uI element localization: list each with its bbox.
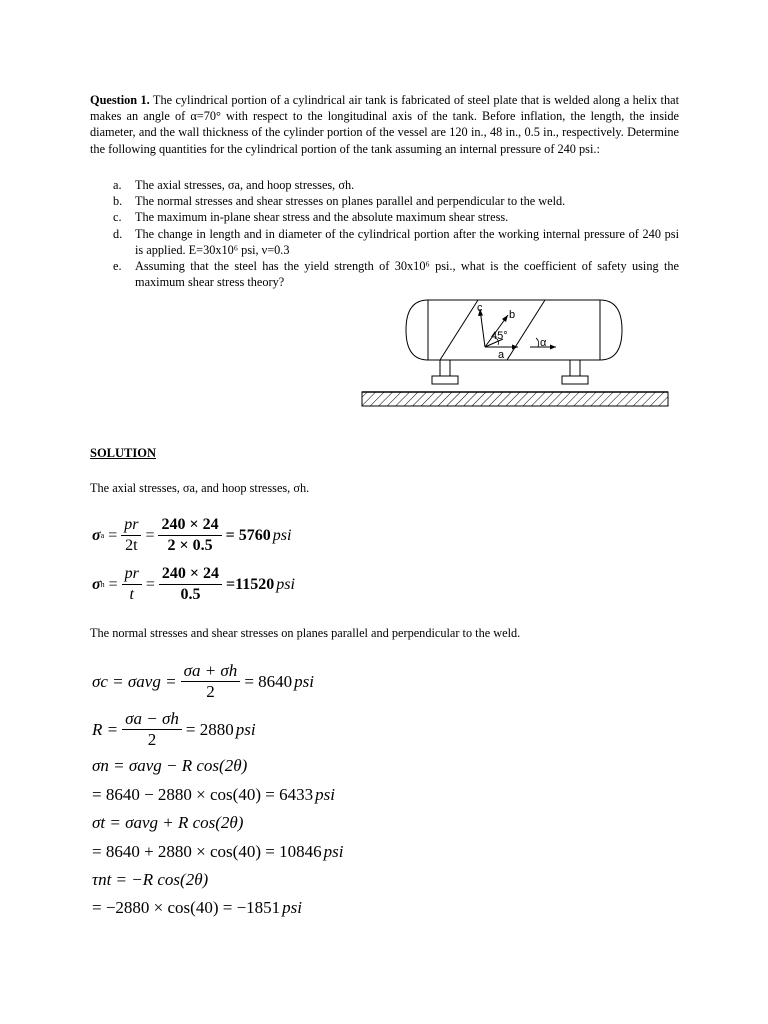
- weld-line: [440, 300, 478, 360]
- tank-diagram: [360, 297, 670, 412]
- equation-hoop-stress: σ h = $\frac{pr}{t}$ = $\frac{240 \times 24}{0.5}$ =11520 psi: [92, 565, 295, 603]
- equation-shear-stress: τnt = −R cos(2θ): [92, 870, 209, 889]
- equation-normal-stress-n: σn = σavg − R cos(2θ): [92, 756, 248, 775]
- ground: [362, 392, 668, 406]
- equation-axial-stress: σ a = $\frac{pr}{2t}$ = $\frac{240 \times 24}{2 \times 0.5}$ = 5760 psi: [92, 516, 292, 554]
- solution-heading: SOLUTION: [90, 446, 156, 460]
- question-label: Question 1.: [90, 93, 150, 107]
- question-paragraph: [90, 92, 679, 157]
- question-item: b. The normal stresses and shear stresses on planes parallel and perpendicular to the weld.: [113, 194, 566, 209]
- label-angle: 45°: [491, 330, 508, 342]
- label-c: c: [477, 302, 483, 314]
- equation-normal-stress-t: σt = σavg + R cos(2θ): [92, 813, 244, 832]
- equation-normal-stress-n-value: = 8640 − 2880 × cos(40) = 6433 psi: [92, 785, 335, 804]
- equation-average-stress: σc = σavg = $\frac{\sigma a + \sigma h}{2}$ = 8640 psi: [92, 661, 314, 701]
- label-a: a: [498, 349, 505, 361]
- equation-shear-stress-value: = −2880 × cos(40) = −1851 psi: [92, 898, 303, 917]
- question-text: The cylindrical portion of a cylindrical air tank is fabricated of steel plate that is welded along a helix that makes an angle of α=70° with respect to the longitudinal axis of the tank. Before inflation, the length, the inside diameter, and the wall thickness of the cylinder portion of the vessel are 120 in., 48 in., 0.5 in., respectively. Determine the following quantities for the cylindrical portion of the tank assuming an internal pressure of 240 psi.:: [90, 93, 679, 156]
- equation-normal-stress-t-value: = 8640 + 2880 × cos(40) = 10846 psi: [92, 842, 344, 861]
- question-item: a. The axial stresses, σa, and hoop stresses, σh.: [113, 178, 355, 192]
- question-item: e. Assuming that the steel has the yield strength of 30x10⁶ psi., what is the coefficient of safety using the maximum shear stress theory?: [113, 259, 679, 290]
- solution-line-axial: The axial stresses, σa, and hoop stresses, σh.: [90, 481, 310, 495]
- equation-radius: R = $\frac{\sigma a - \sigma h}{2}$ = 2880 psi: [92, 709, 256, 749]
- question-item: c. The maximum in-plane shear stress and the absolute maximum shear stress.: [113, 210, 509, 225]
- label-b: b: [509, 309, 516, 321]
- question-items: [113, 177, 679, 290]
- support-left: [440, 360, 450, 376]
- question-item: d. The change in length and in diameter of the cylindrical portion after the working internal pressure of 240 psi is applied. E=30x10⁶ psi, ν=0.3: [113, 226, 679, 257]
- support-right: [570, 360, 580, 376]
- solution-line-weld: The normal stresses and shear stresses on planes parallel and perpendicular to the weld.: [90, 626, 521, 640]
- label-alpha: α: [540, 337, 547, 349]
